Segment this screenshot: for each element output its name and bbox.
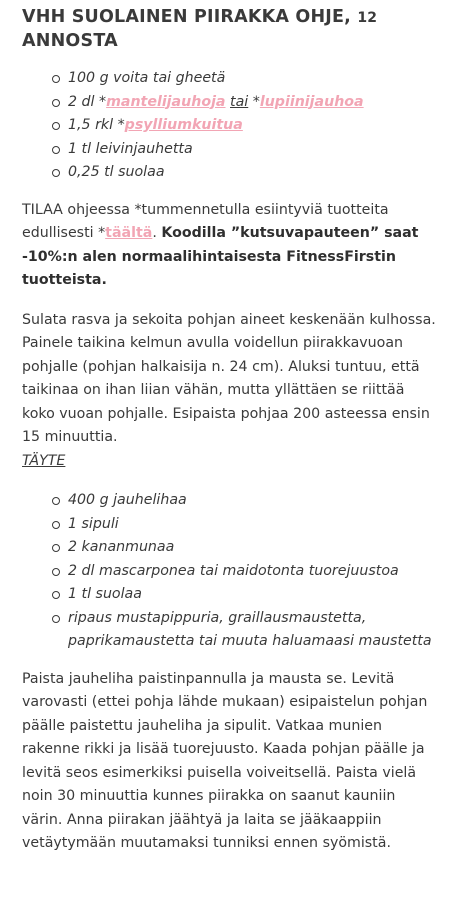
list-item [52, 114, 440, 138]
ingredient-text: ripaus mustapippuria, graillausmaustetta, paprikamaustetta tai muuta haluamaasi maustetta [68, 609, 432, 649]
base-method-text: Sulata rasva ja sekoita pohjan aineet keskenään kulhossa. Painele taikina kelmun avulla voidellun piirakkavuoan pohjalle (pohjan halkaisija n. 24 cm). Aluksi tuntuu, että taikinaa on ihan liian vähän, mutta yllättäen se riittää koko vuoan pohjalle. Esipaista pohjaa 200 asteessa ensin 15 minuuttia. [22, 311, 436, 445]
order-note-text: TILAA ohjeessa *tummennetulla esiintyviä tuotteita edullisesti * [22, 201, 389, 241]
list-item [52, 161, 440, 185]
list-item [52, 138, 440, 162]
list-item [52, 536, 440, 560]
list-item [52, 489, 440, 513]
ingredient-text: 1 sipuli [68, 515, 119, 532]
order-note-text: . [152, 225, 162, 241]
list-item [52, 560, 440, 584]
ingredient-or: tai [230, 93, 249, 110]
almond-flour-link[interactable]: mantelijauhoja [106, 93, 226, 110]
ingredient-text: 2 dl * [68, 93, 107, 110]
ingredient-text: 100 g voita tai gheetä [68, 70, 226, 86]
order-note [22, 199, 440, 293]
ingredient-text: 2 kananmunaa [68, 539, 175, 555]
ingredient-text: 1 tl leivinjauhetta [68, 140, 193, 157]
ingredient-text: 0,25 tl suolaa [68, 164, 165, 180]
list-item [52, 583, 440, 607]
list-item [52, 67, 440, 91]
lupin-flour-link[interactable]: lupiinijauhoa [259, 93, 364, 110]
ingredient-text: * [248, 93, 260, 110]
list-item [52, 91, 440, 115]
title-main: VHH SUOLAINEN PIIRAKKA OHJE, [22, 7, 358, 27]
base-ingredient-list [22, 67, 440, 185]
filling-label: TÄYTE [22, 452, 66, 469]
ingredient-text: 1 tl suolaa [68, 586, 142, 602]
ingredient-text: 2 dl mascarponea tai maidotonta tuorejuustoa [68, 562, 399, 579]
ingredient-text: 400 g jauhelihaa [68, 492, 187, 508]
list-item [52, 607, 440, 654]
discount-code-text: Koodilla ”kutsuvapauteen” saat -10%:n alen normaalihintaisesta FitnessFirstin tuotteista. [22, 225, 419, 288]
final-method: Paista jauheliha paistinpannulla ja mausta se. Levitä varovasti (ettei pohja lähde mukaan) esipaistelun pohjan päälle paistettu jauheliha ja sipulit. Vatkaa munien rakenne rikki ja lisää tuorejuusto. Kaada pohjan päälle ja levitä seos esimerkiksi puisella voiveitsellä. Paista vielä noin 30 minuuttia kunnes piirakka on saanut kauniin värin. Anna piirakan jäähtyä ja laita se jääkaappiin vetäytymään muutamaksi tunniksi ennen syömistä. [22, 670, 428, 851]
title-line2: ANNOSTA [22, 31, 118, 51]
base-method [22, 309, 440, 474]
ingredient-text: 1,5 rkl * [68, 117, 125, 133]
psyllium-link[interactable]: psylliumkuitua [124, 117, 243, 133]
filling-ingredient-list [22, 489, 440, 654]
list-item [52, 513, 440, 537]
page-title [22, 6, 440, 53]
title-count: 12 [357, 10, 378, 26]
order-here-link[interactable]: täältä [105, 225, 153, 241]
